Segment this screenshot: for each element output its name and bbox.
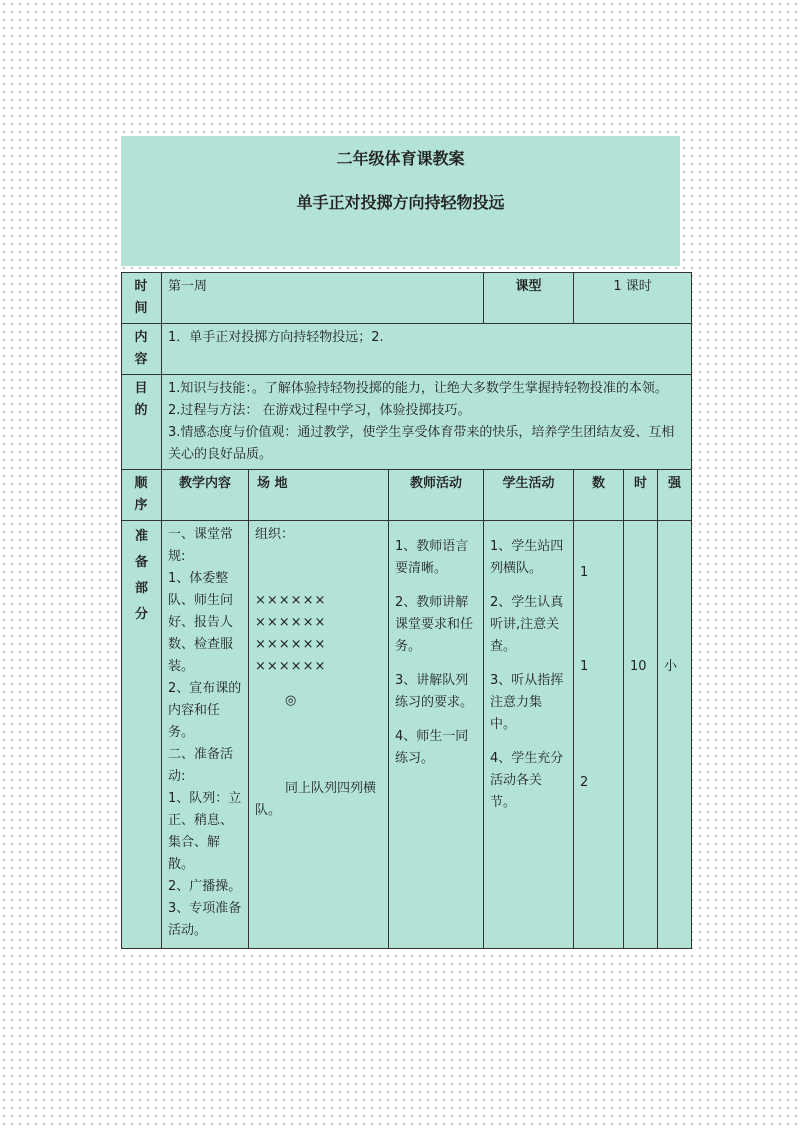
- order-header: 顺 序: [122, 470, 162, 521]
- prep-content: 一、课堂常规: 1、体委整队、师生问好、报告人数、检查服装。 2、宣布课的内容和任务。 二、准备活动: 1、队列：立正、稍息、集合、解散。 2、广播操。 3、专项准备活动。: [162, 521, 249, 949]
- time-header: 时: [624, 470, 658, 521]
- goal-line: 2.过程与方法： 在游戏过程中学习，体验投掷技巧。: [168, 403, 471, 418]
- lesson-title: 二年级体育课教案: [336, 149, 465, 168]
- content-header: 教学内容: [162, 470, 249, 521]
- prep-intensity: 小: [658, 521, 692, 949]
- student-formation: ×××××× ×××××× ×××××× ××××××: [255, 593, 327, 674]
- row-time: [122, 273, 692, 324]
- goal-label-cell: 目 的: [122, 375, 162, 470]
- type-label: 课型: [484, 273, 574, 324]
- row-column-headers: [122, 470, 692, 521]
- type-value: 1 课时: [574, 273, 692, 324]
- row-prep-section: [122, 521, 692, 949]
- teacher-position-icon: ◎: [285, 693, 297, 708]
- row-goals: [122, 375, 692, 470]
- prep-time: 10: [624, 521, 658, 949]
- content-value: 1．单手正对投掷方向持轻物投远；2.: [162, 324, 692, 375]
- prep-teacher-activities: 1、教师语言要清晰。 2、教师讲解课堂要求和任务。 3、讲解队列练习的要求。 4、师生一同练习。: [389, 521, 484, 949]
- intensity-header: 强: [658, 470, 692, 521]
- goal-text: [162, 375, 692, 470]
- venue-header: 场 地: [249, 470, 389, 521]
- goal-line: 3.情感态度与价值观：通过教学，使学生享受体育带来的快乐，培养学生团结友爱、互相关心的良好品质。: [168, 425, 675, 462]
- goal-line: 1.知识与技能：。了解体验持轻物投掷的能力，让绝大多数学生掌握持轻物投准的本领。: [168, 381, 668, 396]
- teacher-header: 教师活动: [389, 470, 484, 521]
- content-label-cell: 内 容: [122, 324, 162, 375]
- row-content: [122, 324, 692, 375]
- prep-section-label: 准 备 部 分: [122, 521, 162, 949]
- count-header: 数: [574, 470, 624, 521]
- lesson-header: [121, 136, 680, 266]
- venue-note: 同上队列四列横队。: [255, 781, 377, 818]
- prep-venue: [249, 521, 389, 949]
- lesson-plan-table: [121, 272, 692, 949]
- time-value: 第一周: [162, 273, 484, 324]
- time-label-cell: 时 间: [122, 273, 162, 324]
- student-header: 学生活动: [484, 470, 574, 521]
- venue-org-label: 组织：: [255, 527, 295, 542]
- prep-count: 1 1 2: [574, 521, 624, 949]
- lesson-subtitle: 单手正对投掷方向持轻物投远: [296, 193, 505, 212]
- prep-student-activities: 1、学生站四列横队。 2、学生认真听讲,注意关查。 3、听从指挥注意力集中。 4、学生充分活动各关节。: [484, 521, 574, 949]
